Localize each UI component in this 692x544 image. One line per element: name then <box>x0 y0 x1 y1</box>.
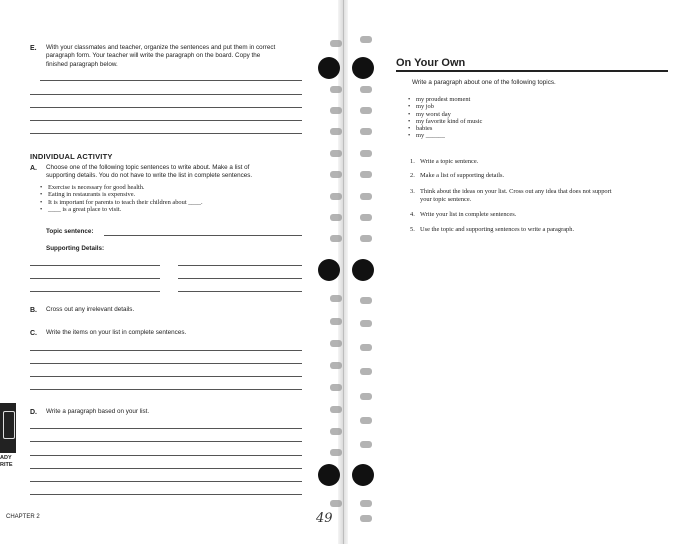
writing-line[interactable] <box>30 133 302 134</box>
topic-sentence-label: Topic sentence: <box>46 228 94 235</box>
punch-hole-icon <box>318 464 340 486</box>
writing-line[interactable] <box>30 94 302 95</box>
section-d-letter: D. <box>30 409 37 416</box>
step-item <box>410 172 505 179</box>
list-item: • my favorite kind of music <box>408 118 608 125</box>
section-d-instructions: Write a paragraph based on your list. <box>46 408 150 415</box>
writing-line[interactable] <box>40 80 302 81</box>
list-item: • It is important for parents to teach their children about ____. <box>40 199 320 206</box>
writing-line[interactable] <box>30 455 302 456</box>
binding-mark <box>330 362 342 369</box>
binding-mark <box>330 40 342 47</box>
section-b-instructions: Cross out any irrelevant details. <box>46 306 135 313</box>
list-item: • ____ is a great place to visit. <box>40 206 320 213</box>
section-e-instructions <box>46 44 336 69</box>
handwritten-page-number: 49 <box>316 511 333 526</box>
individual-activity-heading: INDIVIDUAL ACTIVITY <box>30 152 113 161</box>
section-c-instructions: Write the items on your list in complete sentences. <box>46 329 187 336</box>
section-e-line3: finished paragraph below. <box>46 60 118 68</box>
left-page <box>0 0 340 544</box>
right-page <box>346 0 692 544</box>
section-e-letter: E. <box>30 45 37 52</box>
step-text-continued: your topic sentence. <box>420 196 472 203</box>
binding-mark <box>330 406 342 413</box>
writing-line[interactable] <box>30 363 302 364</box>
binding-mark <box>330 193 342 200</box>
step-number: 1. <box>410 158 415 165</box>
step-number: 4. <box>410 211 415 218</box>
detail-line[interactable] <box>30 278 160 279</box>
section-a-letter: A. <box>30 165 37 172</box>
list-item: • my proudest moment <box>408 96 608 103</box>
detail-line[interactable] <box>30 265 160 266</box>
writing-line[interactable] <box>30 428 302 429</box>
ready-to-write-logo-icon <box>0 403 16 453</box>
binding-mark <box>330 107 342 114</box>
section-a-line2: supporting details. You do not have to write the list in complete sentences. <box>46 172 253 180</box>
detail-line[interactable] <box>30 291 160 292</box>
punch-hole-icon <box>318 57 340 79</box>
writing-line[interactable] <box>30 376 302 377</box>
supporting-details-label: Supporting Details: <box>46 245 105 252</box>
binding-mark <box>330 214 342 221</box>
step-number: 5. <box>410 226 415 233</box>
writing-line[interactable] <box>30 494 302 495</box>
detail-line[interactable] <box>178 265 302 266</box>
writing-line[interactable] <box>30 468 302 469</box>
section-e-line1: With your classmates and teacher, organize the sentences and put them in correct <box>46 44 276 51</box>
step-text: Write a topic sentence. <box>420 158 479 165</box>
step-text: Think about the ideas on your list. Cross out any idea that does not support <box>420 188 612 195</box>
binding-mark <box>330 318 342 325</box>
writing-line[interactable] <box>30 120 302 121</box>
step-number: 2. <box>410 172 415 179</box>
list-item: • my job <box>408 103 608 110</box>
binding-mark <box>330 86 342 93</box>
writing-line[interactable] <box>30 350 302 351</box>
detail-line[interactable] <box>178 291 302 292</box>
step-item <box>410 188 612 203</box>
binding-mark <box>330 295 342 302</box>
writing-line[interactable] <box>30 107 302 108</box>
list-item: • Eating in restaurants is expensive. <box>40 191 320 198</box>
section-e-line2: paragraph form. Your teacher will write the paragraph on the board. Copy the <box>46 52 261 60</box>
side-label-line1: ADY <box>0 455 12 461</box>
binding-mark <box>330 500 342 507</box>
binding-mark <box>330 449 342 456</box>
title-rule <box>396 70 668 72</box>
step-item <box>410 226 575 233</box>
binding-mark <box>330 340 342 347</box>
section-a-instructions <box>46 164 336 181</box>
binding-mark <box>330 128 342 135</box>
punch-hole-icon <box>318 259 340 281</box>
binding-mark <box>330 428 342 435</box>
writing-line[interactable] <box>30 389 302 390</box>
step-text: Use the topic and supporting sentences to write a paragraph. <box>420 226 575 233</box>
binding-mark <box>330 171 342 178</box>
writing-line[interactable] <box>30 481 302 482</box>
topic-sentence-options <box>40 184 320 213</box>
spine-line <box>343 0 344 544</box>
section-b-letter: B. <box>30 307 37 314</box>
detail-line[interactable] <box>178 278 302 279</box>
writing-line[interactable] <box>30 441 302 442</box>
step-item <box>410 158 479 165</box>
binding-mark <box>330 235 342 242</box>
topic-sentence-line[interactable] <box>104 235 302 236</box>
intro-text: Write a paragraph about one of the following topics. <box>412 79 556 86</box>
list-item: • babies <box>408 125 608 132</box>
binding-mark <box>330 150 342 157</box>
binding-mark <box>330 384 342 391</box>
step-item <box>410 211 517 218</box>
step-text: Write your list in complete sentences. <box>420 211 517 218</box>
page-title: On Your Own <box>396 57 466 69</box>
list-item: • my ______ <box>408 132 608 139</box>
step-text: Make a list of supporting details. <box>420 172 505 179</box>
chapter-footer: CHAPTER 2 <box>6 514 40 520</box>
list-item: • my worst day <box>408 111 608 118</box>
section-a-line1: Choose one of the following topic sentences to write about. Make a list of <box>46 164 250 171</box>
list-item: • Exercise is necessary for good health. <box>40 184 320 191</box>
section-c-letter: C. <box>30 330 37 337</box>
side-label-line2: RITE <box>0 462 13 468</box>
step-number: 3. <box>410 188 415 195</box>
topic-list <box>408 96 608 140</box>
